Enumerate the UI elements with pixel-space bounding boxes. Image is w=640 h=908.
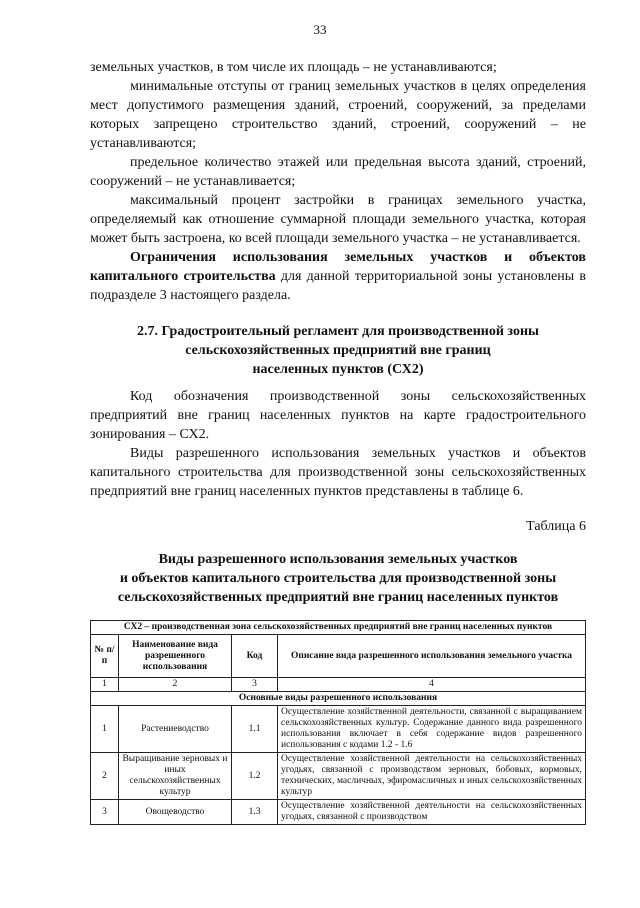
row-num: 1 — [91, 706, 119, 753]
section-heading-line: 2.7. Градостроительный регламент для производственной зоны — [137, 324, 539, 339]
paragraph: максимальный процент застройки в границах земельного участка, определяемый как отношение суммарной площади земельного участка, которая может быть застроена, ко всей площади земельного участка – не устанавливается. — [90, 193, 586, 246]
row-name: Выращивание зерновых и иных сельскохозяйственных культур — [119, 753, 232, 800]
column-number: 2 — [119, 678, 232, 692]
table-label-wrap — [90, 517, 586, 536]
table-title-line: сельскохозяйственных предприятий вне границ населенных пунктов — [117, 590, 559, 605]
row-name: Растениеводство — [119, 706, 232, 753]
section-heading — [90, 322, 586, 379]
row-num: 3 — [91, 800, 119, 825]
table-title-line: Виды разрешенного использования земельных участков — [158, 552, 518, 567]
zone-header-cell: СХ2 – производственная зона сельскохозяйственных предприятий вне границ населенных пунктов — [91, 621, 586, 635]
row-name: Овощеводство — [119, 800, 232, 825]
row-num: 2 — [91, 753, 119, 800]
table-row — [91, 753, 586, 800]
top-text-block — [90, 58, 586, 305]
header-code: Код — [232, 635, 278, 678]
header-description: Описание вида разрешенного использования земельного участка — [278, 635, 586, 678]
restrictions-rest: для данной территориальной зоны установлены в подразделе 3 настоящего раздела. — [90, 269, 587, 303]
paragraph: Код обозначения производственной зоны сельскохозяйственных предприятий вне границ населенных пунктов на карте градостроительного зонирования – СХ2. — [90, 389, 586, 442]
paragraph: земельных участков, в том числе их площадь – не устанавливаются; — [90, 60, 497, 75]
table-title — [90, 550, 586, 607]
page-number: 33 — [313, 22, 327, 37]
table-label: Таблица 6 — [526, 519, 586, 534]
zone-header-row — [91, 621, 586, 635]
column-number: 4 — [278, 678, 586, 692]
header-name: Наименование вида разрешенного использования — [119, 635, 232, 678]
row-code: 1.2 — [232, 753, 278, 800]
column-header-row — [91, 635, 586, 678]
table-title-line: и объектов капитального строительства для производственной зоны — [119, 571, 557, 586]
land-use-table — [90, 620, 586, 825]
mid-text-block — [90, 387, 586, 501]
table-row — [91, 706, 586, 753]
row-description — [278, 800, 586, 825]
row-code: 1.3 — [232, 800, 278, 825]
section-heading-line: сельскохозяйственных предприятий вне границ — [185, 343, 491, 358]
row-code: 1.1 — [232, 706, 278, 753]
table-container — [90, 620, 586, 825]
paragraph: предельное количество этажей или предельная высота зданий, строений, сооружений – не устанавливается; — [90, 155, 586, 189]
group-header-cell: Основные виды разрешенного использования — [91, 692, 586, 706]
table-row — [91, 800, 586, 825]
restrictions-bold: Ограничения использования земельных участков и объектов капитального строительства — [90, 250, 586, 284]
paragraph: Виды разрешенного использования земельных участков и объектов капитального строительства для производственной зоны сельскохозяйственных предприятий вне границ населенных пунктов представлены в таблице 6. — [90, 446, 586, 499]
column-number: 3 — [232, 678, 278, 692]
column-number-row — [91, 678, 586, 692]
paragraph: минимальные отступы от границ земельных участков в целях определения мест допустимого размещения зданий, строений, сооружений, за пределами которых запрещено строительство зданий, строений, сооружений – не устанавливаются; — [90, 79, 586, 151]
restrictions-paragraph — [90, 248, 586, 305]
row-description: Осуществление хозяйственной деятельности, связанной с выращиванием сельскохозяйственных культур. Содержание данного вида разрешенного использования включает в себя содержание видов разрешенного использования с кодами 1.2 - 1.6 — [278, 706, 586, 753]
row-description: Осуществление хозяйственной деятельности на сельскохозяйственных угодьях, связанной с производством зерновых, бобовых, кормовых, технических, масличных, эфиромасличных и иных сельскохозяйственных культур — [278, 753, 586, 800]
column-number: 1 — [91, 678, 119, 692]
section-heading-line: населенных пунктов (СХ2) — [252, 362, 424, 377]
row-description-text: Осуществление хозяйственной деятельности на сельскохозяйственных угодьях, связанной с производством — [281, 801, 582, 822]
group-header-row — [91, 692, 586, 706]
header-num: № п/п — [91, 635, 119, 678]
